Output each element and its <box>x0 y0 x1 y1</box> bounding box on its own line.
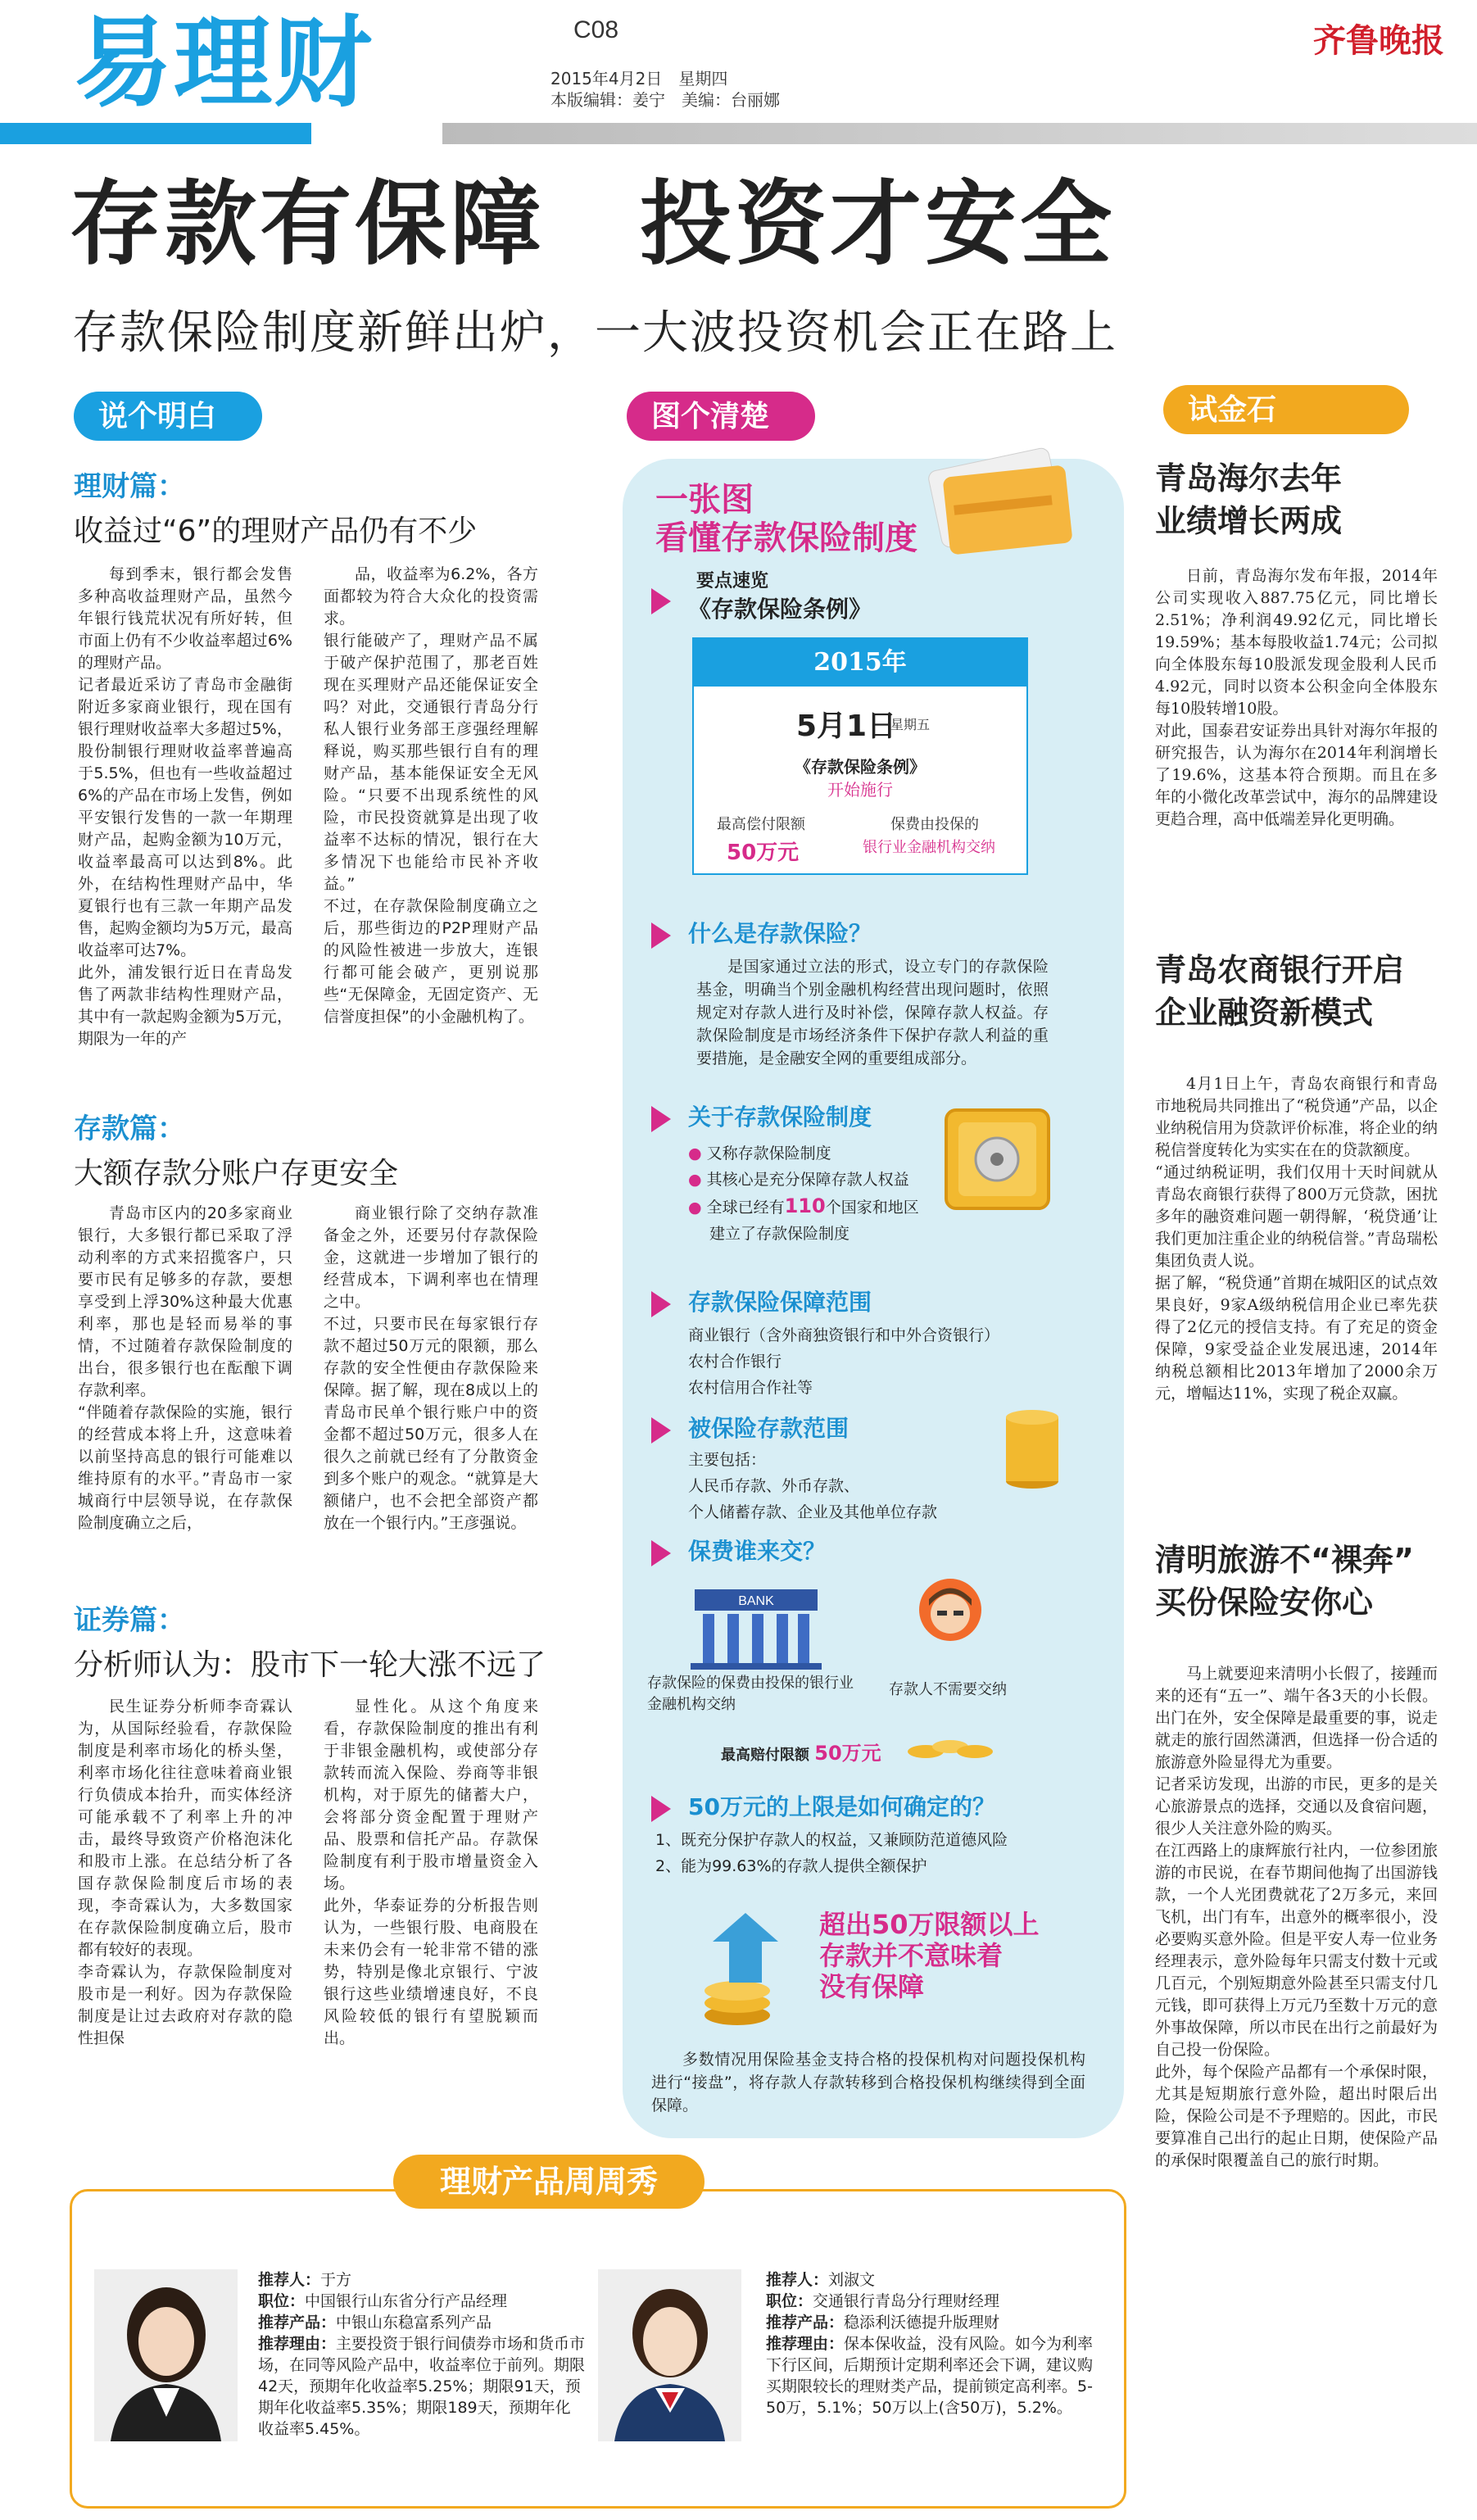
recommendation-1: 推荐人：于方 职位：中国银行山东省分行产品经理 推荐产品：中银山东稳富系列产品 推荐理由：主要投资于银行间债券市场和货币市场，在同等风险产品中，收益率位于前列。期限42天，预期年化收益率5.25%；期限91天，预期年化收益率5.35%；期限189天，预期年化收益率5.45%。 <box>258 2271 586 2438</box>
arrow-icon <box>651 588 671 614</box>
recommender-photo <box>598 2269 741 2441</box>
article-title-deposit: 大额存款分账户存更安全 <box>74 1157 399 1190</box>
recommendation-reason: 主要投资于银行间债券市场和货币市场，在同等风险产品中，收益率位于前列。期限42天，预期年化收益率5.25%；期限91天，预期年化收益率5.35%；期限189天，预期年化收益率5.45%。 <box>258 2335 586 2438</box>
list-item: ● 全球已经有110个国家和地区 <box>688 1194 919 1217</box>
list-item: 农村合作银行 <box>688 1353 782 1371</box>
coins-icon <box>901 1729 999 1761</box>
section-tab-explain: 说个明白 <box>74 392 262 441</box>
page-headline: 存款有保障 投资才安全 <box>70 171 1115 278</box>
max-payout-row: 最高赔付限额 50万元 <box>721 1742 881 1765</box>
article-text-finance-col1: 每到季末，银行都会发售多种高收益理财产品，虽然今年银行钱荒状况有所好转，但市面上仍有不少收益率超过6%的理财产品。 记者最近采访了青岛市金融街附近多家商业银行，现在国有银行理财收益率大多超过5%，股份制银行理财收益率普遍高于5.5%，但也有一些收益超过6%的产品在市场上发售，例如平安银行发售的一款一年期理财产品，起购金额为10万元，收益率最高可以达到8%。此外，在结构性理财产品中，华夏银行也有三款一年期产品发售，起购金额均为5万元，最高收益率可达7%。 此外，浦发银行近日在青岛发售了两款非结构性理财产品，其中有一款起购金额为5万元，期限为一年的产 <box>78 565 292 1048</box>
question-heading-what: 什么是存款保险？ <box>688 920 872 947</box>
recommendation-reason: 保本保收益，没有风险。如今为利率下行区间，后期预计定期利率还会下调，建议购买期限较长的理财类产品，提前锁定高利率。5-50万，5.1%；50万以上(含50万)，5.2%。 <box>766 2335 1094 2417</box>
premium-payer-value: 银行业金融机构交纳 <box>863 839 995 856</box>
calendar-year: 2015年 <box>694 639 1026 687</box>
section-brand-title: 易理财 <box>74 7 374 120</box>
list-item: 商业银行（含外商独资银行和中外合资银行） <box>688 1326 1000 1344</box>
limit-list <box>655 1827 1008 1879</box>
arrow-icon <box>651 922 671 949</box>
regulation-name: 《存款保险条例》 <box>688 596 872 623</box>
recommender-name: 于方 <box>320 2271 352 2289</box>
insured-list <box>688 1447 937 1525</box>
summary-heading: 要点速览 <box>696 571 769 591</box>
recommended-product: 稳添利沃德提升版理财 <box>844 2314 1000 2332</box>
arrow-icon <box>651 1291 671 1317</box>
list-item: ● 其核心是充分保障存款人权益 <box>688 1171 909 1189</box>
recommender-photo <box>94 2269 238 2441</box>
page-code: C08 <box>573 16 619 43</box>
bank-building-icon <box>686 1581 826 1671</box>
newspaper-logo: 齐鲁晚报 <box>1313 21 1444 60</box>
masthead <box>0 0 1477 156</box>
bank-card-illustration <box>909 442 1073 557</box>
question-heading-about: 关于存款保险制度 <box>688 1104 872 1131</box>
safe-icon <box>938 1098 1061 1221</box>
bullet-icon: ● <box>688 1199 702 1217</box>
arrow-icon <box>651 1796 671 1822</box>
infographic-title-line2: 看懂存款保险制度 <box>655 519 917 557</box>
recommendation-2: 推荐人：刘淑文 职位：交通银行青岛分行理财经理 推荐产品：稳添利沃德提升版理财 推荐理由：保本保收益，没有风险。如今为利率下行区间，后期预计定期利率还会下调，建议购买期限较长的理财类产品，提前锁定高利率。5-50万，5.1%；50万以上(含50万)，5.2%。 <box>766 2271 1094 2417</box>
article-text-travel-insurance: 马上就要迎来清明小长假了，接踵而来的还有“五一”、端午各3天的小长假。出门在外，安全保障是最重要的事，说走就走的旅行固然潇洒，但选择一份合适的旅游意外险显得尤为重要。 记者采访发现，出游的市民，更多的是关心旅游景点的选择，交通以及食宿问题，很少人关注意外险的购买。 在江西路上的康辉旅行社内，一位参团旅游的市民说，在春节期间他掏了出国游钱款，一个人光团费就花了2万多元，来回飞机，出门有车，出意外的概率很小，没必要购买意外险。但是平安人寿一位业务经理表示，意外险每年只需支付数十元或几百元，个别短期意外险甚至只需支付几元钱，即可获得上万元乃至数十万元的意外事故保障，所以市民在出行之前最好为自己投一份保险。 此外，每个保险产品都有一个承保时限，尤其是短期旅行意外险，超出时限后出险，保险公司是不予理赔的。因此，市民要算准自己出行的起止日期，使保险产品的承保时限覆盖自己的旅行时期。 <box>1155 1665 1438 2169</box>
weekly-products-title: 理财产品周周秀 <box>393 2155 705 2209</box>
max-payout-value: 50万元 <box>727 841 800 865</box>
max-payout-amount: 50万元 <box>814 1742 881 1765</box>
calendar-effective: 开始施行 <box>827 780 893 800</box>
coin-stack-icon <box>999 1393 1065 1491</box>
list-item: 1、既充分保护存款人的权益，又兼顾防范道德风险 <box>655 1831 1008 1849</box>
scope-list <box>688 1322 999 1401</box>
article-text-deposit-col2: 商业银行除了交纳存款准备金之外，还要另付存款保险金，这就进一步增加了银行的经营成本，下调利率也在情理之中。 不过，只要市民在每家银行存款不超过50万元的限额，那么存款的安全性便由存款保险来保障。据了解，现在8成以上的青岛市民单个银行账户中的资金都不超过50万元，很多人在很久之前就已经有了分散资金到多个账户的观念。“就算是大额储户，也不会把全部资产都放在一个银行内。”王彦强说。 <box>324 1204 538 1532</box>
section-label-finance: 理财篇： <box>74 470 185 503</box>
article-title-haier: 青岛海尔去年 业绩增长两成 <box>1155 460 1343 539</box>
article-text-haier: 日前，青岛海尔发布年报，2014年公司实现收入887.75亿元，同比增长2.51%；净利润49.92亿元，同比增长19.59%；基本每股收益1.74元；公司拟向全体股东每10股派发现金股利人民币4.92元，同时以资本公积金向全体股东每10股转增10股。 对此，国泰君安证券出具针对海尔年报的研究报告，认为海尔在2014年利润增长了19.6%，这基本符合预期。而且在多年的小微化改革尝试中，海尔的品牌建设更趋合理，高中低端差异化更明确。 <box>1155 567 1438 828</box>
article-text-rural-bank: 4月1日上午，青岛农商银行和青岛市地税局共同推出了“税贷通”产品，以企业纳税信用为贷款评价标准，将企业的纳税信誉度转化为实实在在的贷款额度。 “通过纳税证明，我们仅用十天时间就从青岛农商银行获得了800万元贷款，困扰多年的融资难问题一朝得解，‘税贷通’让我们更加注重企业的纳税信誉。”青岛瑞松集团负责人说。 据了解，“税贷通”首期在城阳区的试点效果良好，9家A级纳税信用企业已率先获得了2亿元的授信支持。有了充足的资金保障，9家受益企业发展迅速，2014年纳税总额相比2013年增加了2000余万元，增幅达11%，实现了税企双赢。 <box>1155 1075 1438 1403</box>
calendar-weekday: 星期五 <box>890 717 931 732</box>
list-item: 人民币存款、外币存款、 <box>688 1477 860 1495</box>
list-item: ● 又称存款保险制度 <box>688 1144 831 1163</box>
calendar-regulation: 《存款保险条例》 <box>795 757 926 777</box>
infographic-title-line1: 一张图 <box>655 481 754 519</box>
premium-bank-caption: 存款保险的保费由投保的银行业金融机构交纳 <box>647 1675 854 1713</box>
calendar-card <box>692 637 1028 875</box>
list-item: 主要包括： <box>688 1451 767 1469</box>
question-heading-limit: 50万元的上限是如何确定的？ <box>688 1793 995 1820</box>
arrow-icon <box>651 1106 671 1132</box>
recommender-name: 刘淑文 <box>828 2271 876 2289</box>
article-text-securities-col1: 民生证券分析师李奇霖认为，从国际经验看，存款保险制度是利率市场化的桥头堡，利率市场化往往意味着商业银行负债成本抬升，而实体经济可能承载不了利率上升的冲击，最终导致资产价格泡沫化和股市上涨。在总结分析了各国存款保险制度后市场的表现，李奇霖认为，大多数国家在存款保险制度确立后，股市都有较好的表现。 李奇霖认为，存款保险制度对股市是一利好。因为存款保险制度是让过去政府对存款的隐性担保 <box>78 1697 292 2047</box>
list-item: 建立了存款保险制度 <box>709 1225 850 1243</box>
article-text-finance-col2: 品，收益率为6.2%，各方面都较为符合大众化的投资需求。 银行能破产了，理财产品不属于破产保护范围了，那老百姓现在买理财产品还能保证安全吗？对此，交通银行青岛分行私人银行业务部王彦强经理解释说，购买那些银行自有的理财产品，基本能保证安全无风险。“只要不出现系统性的风险，市民投资就算是出现了收益率不达标的情况，银行在大多情况下也能给市民补齐收益。” 不过，在存款保险制度确立之后，那些街边的P2P理财产品的风险性被进一步放大，连银行都可能会破产，更别说那些“无保障金，无固定资产、无信誉度担保”的小金融机构了。 <box>324 565 538 1026</box>
list-item: 个人储蓄存款、企业及其他单位存款 <box>688 1503 938 1521</box>
issue-date: 2015年4月2日 星期四 <box>550 69 728 88</box>
section-tab-trial: 试金石 <box>1163 385 1409 434</box>
section-label-deposit: 存款篇： <box>74 1113 185 1145</box>
article-title-travel-insurance: 清明旅游不“裸奔” 买份保险安你心 <box>1155 1542 1414 1620</box>
bank-sign: BANK <box>738 1594 774 1608</box>
max-payout-label: 最高偿付限额 <box>717 816 805 833</box>
editors-line: 本版编辑：姜宁 美编：台丽娜 <box>550 90 780 110</box>
bullet-icon: ● <box>688 1144 702 1163</box>
depositor-caption: 存款人不需要交纳 <box>889 1681 1007 1698</box>
article-title-securities: 分析师认为：股市下一轮大涨不远了 <box>74 1648 546 1682</box>
section-label-securities: 证券篇： <box>74 1604 185 1637</box>
calendar-date: 5月1日 <box>796 709 897 743</box>
header-rule <box>0 123 1477 144</box>
article-title-rural-bank: 青岛农商银行开启 企业融资新模式 <box>1155 952 1405 1031</box>
about-list <box>688 1140 919 1247</box>
page-subheadline: 存款保险制度新鲜出炉，一大波投资机会正在路上 <box>72 306 1117 360</box>
arrow-icon <box>651 1417 671 1444</box>
limit-closing-text: 多数情况用保险基金支持合格的投保机构对问题投保机构进行“接盘”，将存款人存款转移到合格投保机构继续得到全面保障。 <box>651 2051 1085 2114</box>
arrow-icon <box>651 1540 671 1566</box>
list-item: 2、能为99.63%的存款人提供全额保护 <box>655 1857 927 1875</box>
recommender-position: 中国银行山东省分行产品经理 <box>305 2292 508 2310</box>
question-heading-scope: 存款保险保障范围 <box>688 1289 872 1316</box>
country-count: 110 <box>784 1194 826 1217</box>
question-heading-payer: 保费谁来交？ <box>688 1538 827 1565</box>
premium-payer-label: 保费由投保的 <box>890 816 979 833</box>
list-item: 农村信用合作社等 <box>688 1379 813 1397</box>
section-tab-figure: 图个清楚 <box>627 392 815 441</box>
bullet-icon: ● <box>688 1171 702 1189</box>
growth-arrow-icon <box>680 1909 811 2032</box>
recommended-product: 中银山东稳富系列产品 <box>336 2314 492 2332</box>
limit-warning: 超出50万限额以上 存款并不意味着 没有保障 <box>819 1909 1040 2002</box>
question-heading-insured: 被保险存款范围 <box>688 1415 850 1442</box>
answer-text-what: 是国家通过立法的形式，设立专门的存款保险基金，明确当个别金融机构经营出现问题时，依照规定对存款人进行及时补偿，保障存款人权益。存款保险制度是市场经济条件下保护存款人利益的重要措施，是金融安全网的重要组成部分。 <box>696 958 1049 1067</box>
article-text-securities-col2: 显性化。从这个角度来看，存款保险制度的推出有利于非银金融机构，或使部分存款转而流入保险、券商等非银机构，对于原先的储蓄大户，会将部分资金配置于理财产品、股票和信托产品。存款保险制度有利于股市增量资金入场。 此外，华泰证券的分析报告则认为，一些银行股、电商股在未来仍会有一轮非常不错的涨势，特别是像北京银行、宁波银行这些业绩增速良好，不良风险较低的银行有望脱颖而出。 <box>324 1697 538 2047</box>
recommender-position: 交通银行青岛分行理财经理 <box>813 2292 1000 2310</box>
article-title-finance: 收益过“6”的理财产品仍有不少 <box>74 514 478 548</box>
person-icon <box>901 1573 999 1663</box>
article-text-deposit-col1: 青岛市区内的20多家商业银行，大多银行都已采取了浮动利率的方式来招揽客户，只要市民有足够多的存款，要想享受到上浮30%这种最大优惠利率，那也是轻而易举的事情，不过随着存款保险制度的出台，很多银行也在酝酿下调存款利率。 “伴随着存款保险的实施，银行的经营成本将上升，这意味着以前坚持高息的银行可能难以维持原有的水平。”青岛市一家城商行中层领导说，在存款保险制度确立之后， <box>78 1204 292 1532</box>
